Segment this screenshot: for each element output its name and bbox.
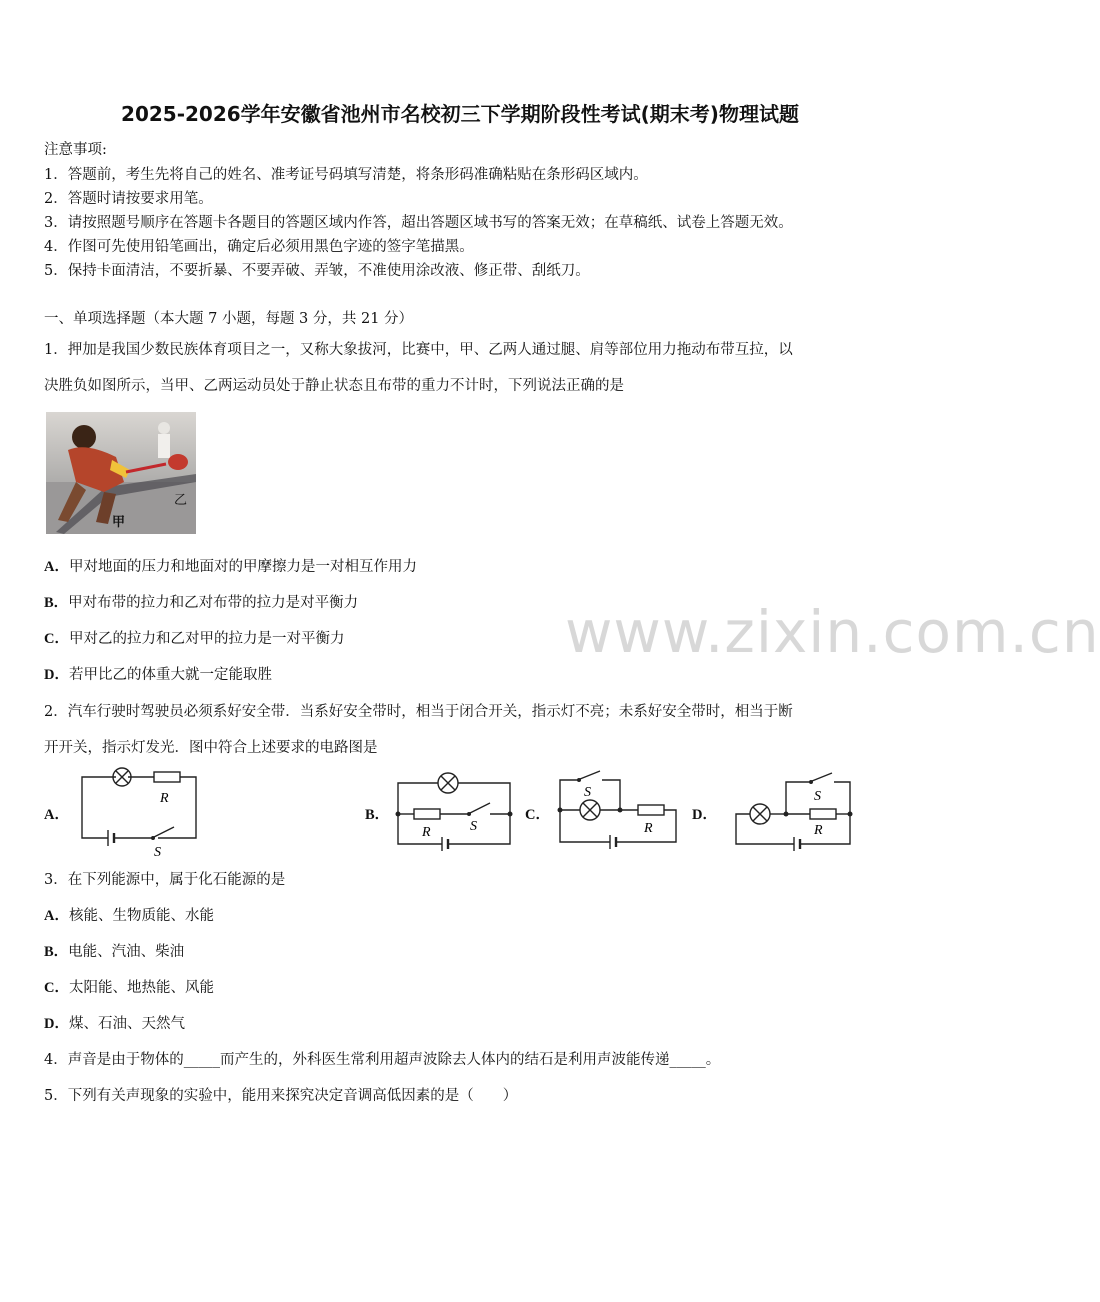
question-4: 4．声音是由于物体的_____而产生的，外科医生常利用超声波除去人体内的结石是利用声波能传递_____。 — [44, 1052, 721, 1068]
switch-label: S — [470, 819, 477, 834]
question-2-option-b-key: B． — [365, 807, 390, 823]
page-title: 2025-2026学年安徽省池州市名校初三下学期阶段性考试(期末考)物理试题 — [121, 102, 799, 126]
switch-label: S — [814, 789, 821, 804]
switch-label: S — [584, 785, 591, 800]
notice-item: 1．答题前，考生先将自己的姓名、准考证号码填写清楚，将条形码准确粘贴在条形码区域内。 — [44, 167, 648, 183]
question-3-option-c: C．太阳能、地热能、风能 — [44, 980, 214, 996]
circuit-diagram-c — [554, 766, 682, 856]
question-2-line1: 2．汽车行驶时驾驶员必须系好安全带．当系好安全带时，相当于闭合开关，指示灯不亮；未系好安全带时，相当于断 — [44, 704, 793, 720]
switch-label: S — [154, 845, 161, 860]
question-2-option-a-key: A． — [44, 807, 69, 823]
photo-label-yi: 乙 — [174, 493, 188, 508]
question-5: 5．下列有关声现象的实验中，能用来探究决定音调高低因素的是（ ） — [44, 1088, 518, 1104]
resistor-label: R — [814, 823, 823, 838]
circuit-diagram-a — [76, 762, 201, 860]
resistor-label: R — [644, 821, 653, 836]
question-2-option-c-key: C． — [525, 807, 550, 823]
circuit-diagram-b — [392, 766, 516, 856]
notice-item: 5．保持卡面清洁，不要折暴、不要弄破、弄皱，不准使用涂改液、修正带、刮纸刀。 — [44, 263, 590, 279]
resistor-label: R — [422, 825, 431, 840]
question-1-option-b: B．甲对布带的拉力和乙对布带的拉力是对平衡力 — [44, 595, 359, 611]
notice-item: 2．答题时请按要求用笔。 — [44, 191, 213, 207]
question-1-photo — [46, 412, 196, 534]
question-1-line2: 决胜负如图所示，当甲、乙两运动员处于静止状态且布带的重力不计时，下列说法正确的是 — [44, 378, 624, 394]
circuit-diagram-d — [730, 768, 860, 860]
notice-heading: 注意事项: — [44, 142, 107, 158]
question-1-option-a: A．甲对地面的压力和地面对的甲摩擦力是一对相互作用力 — [44, 559, 417, 575]
photo-label-jia: 甲 — [112, 515, 126, 530]
watermark: www.zixin.com.cn — [565, 598, 1100, 666]
section-heading: 一、单项选择题（本大题 7 小题，每题 3 分，共 21 分） — [44, 311, 414, 327]
notice-item: 3．请按照题号顺序在答题卡各题目的答题区域内作答，超出答题区域书写的答案无效；在草稿纸、试卷上答题无效。 — [44, 215, 793, 231]
notice-item: 4．作图可先使用铅笔画出，确定后必须用黑色字迹的签字笔描黑。 — [44, 239, 474, 255]
question-3-option-b: B．电能、汽油、柴油 — [44, 944, 185, 960]
question-3-option-d: D．煤、石油、天然气 — [44, 1016, 185, 1032]
resistor-label: R — [160, 791, 169, 806]
question-1-line1: 1．押加是我国少数民族体育项目之一，又称大象拔河，比赛中，甲、乙两人通过腿、肩等部位用力拖动布带互拉，以 — [44, 342, 793, 358]
question-2-line2: 开开关，指示灯发光．图中符合上述要求的电路图是 — [44, 740, 378, 756]
question-3-option-a: A．核能、生物质能、水能 — [44, 908, 214, 924]
question-1-option-d: D．若甲比乙的体重大就一定能取胜 — [44, 667, 272, 683]
question-1-option-c: C．甲对乙的拉力和乙对甲的拉力是一对平衡力 — [44, 631, 345, 647]
question-3: 3．在下列能源中，属于化石能源的是 — [44, 872, 286, 888]
question-2-option-d-key: D． — [692, 807, 717, 823]
